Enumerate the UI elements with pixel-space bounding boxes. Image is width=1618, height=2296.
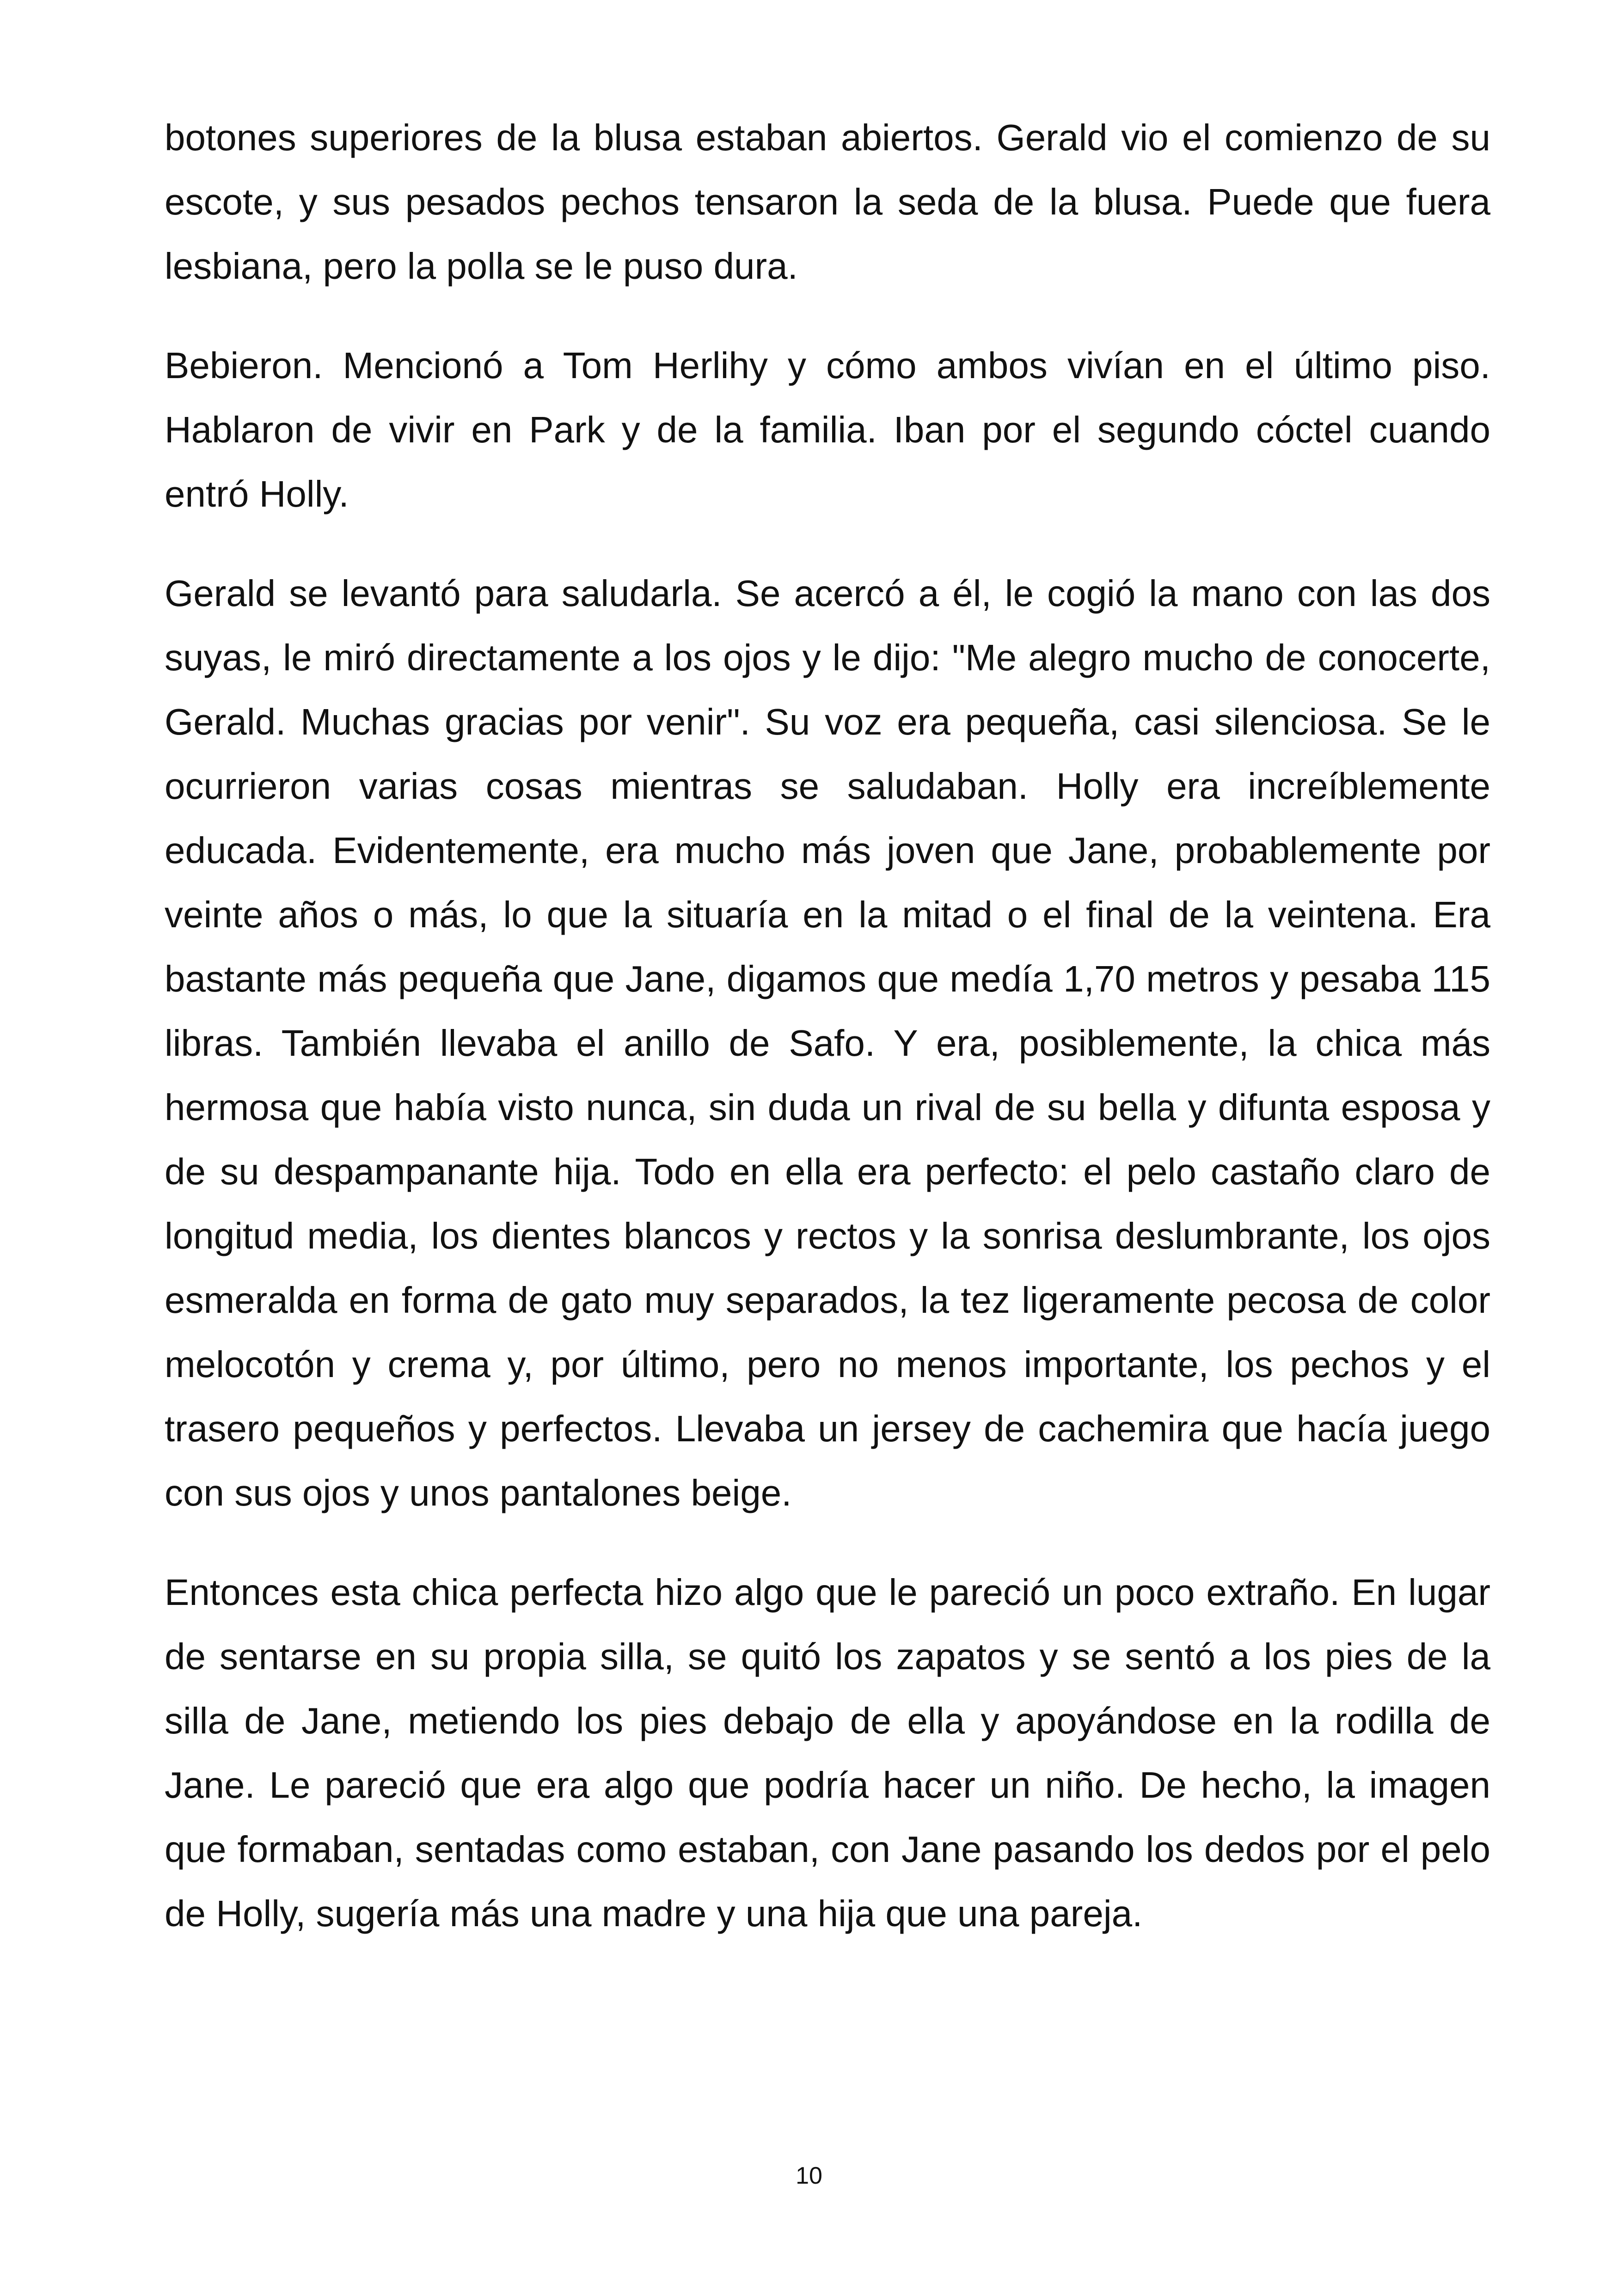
paragraph-2: Bebieron. Mencionó a Tom Herlihy y cómo ambos vivían en el último piso. Hablaron de vivir en Park y de la familia. Iban por el segundo cóctel cuando entró Holly. xyxy=(165,345,1490,514)
page-number: 10 xyxy=(796,2162,822,2189)
body-text xyxy=(165,105,1490,1946)
paragraph-4: Entonces esta chica perfecta hizo algo que le pareció un poco extraño. En lugar de sentarse en su propia silla, se quitó los zapatos y se sentó a los pies de la silla de Jane, metiendo los pies debajo de ella y apoyándose en la rodilla de Jane. Le pareció que era algo que podría hacer un niño. De hecho, la imagen que formaban, sentadas como estaban, con Jane pasando los dedos por el pelo de Holly, sugería más una madre y una hija que una pareja. xyxy=(165,1572,1490,1934)
paragraph-1: botones superiores de la blusa estaban abiertos. Gerald vio el comienzo de su escote, y sus pesados pechos tensaron la seda de la blusa. Puede que fuera lesbiana, pero la polla se le puso dura. xyxy=(165,117,1490,287)
paragraph-3: Gerald se levantó para saludarla. Se acercó a él, le cogió la mano con las dos suyas, le miró directamente a los ojos y le dijo: "Me alegro mucho de conocerte, Gerald. Muchas gracias por venir". Su voz era pequeña, casi silenciosa. Se le ocurrieron varias cosas mientras se saludaban. Holly era increíblemente educada. Evidentemente, era mucho más joven que Jane, probablemente por veinte años o más, lo que la situaría en la mitad o el final de la veintena. Era bastante más pequeña que Jane, digamos que medía 1,70 metros y pesaba 115 libras. También llevaba el anillo de Safo. Y era, posiblemente, la chica más hermosa que había visto nunca, sin duda un rival de su bella y difunta esposa y de su despampanante hija. Todo en ella era perfecto: el pelo castaño claro de longitud media, los dientes blancos y rectos y la sonrisa deslumbrante, los ojos esmeralda en forma de gato muy separados, la tez ligeramente pecosa de color melocotón y crema y, por último, pero no menos importante, los pechos y el trasero pequeños y perfectos. Llevaba un jersey de cachemira que hacía juego con sus ojos y unos pantalones beige. xyxy=(165,573,1490,1513)
